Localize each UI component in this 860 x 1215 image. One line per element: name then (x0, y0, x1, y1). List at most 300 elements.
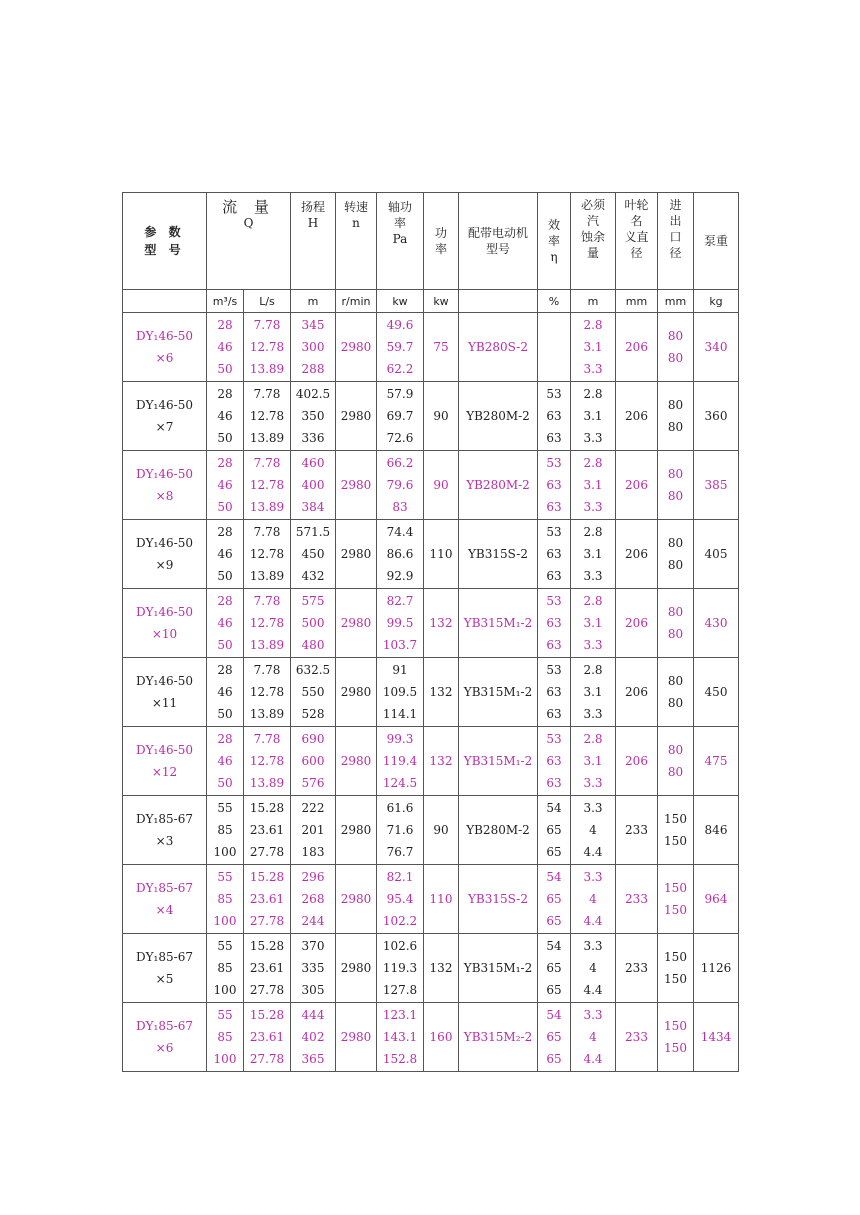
motor-cell: YB315M₁-2 (459, 658, 538, 727)
head-cell (291, 796, 336, 865)
power-header (424, 193, 459, 290)
shaft-power-cell-line: 61.6 (386, 801, 414, 815)
shaft-power-cell-line: 76.7 (386, 845, 414, 859)
speed-cell: 2980 (336, 313, 377, 382)
flow-title: 流 量 (222, 198, 275, 216)
head-cell-line: 384 (301, 500, 325, 514)
head-cell-line: 305 (301, 983, 325, 997)
outlet-cell (658, 934, 694, 1003)
impeller-cell: 206 (616, 520, 658, 589)
npsh-cell-line: 3.1 (583, 409, 603, 423)
model-cell-line: ×3 (155, 834, 174, 848)
shaft-power-cell-line: 69.7 (386, 409, 414, 423)
outlet-cell-line: 80 (667, 536, 684, 550)
npsh-cell-line: 3.3 (583, 431, 603, 445)
model-cell-line: ×11 (151, 696, 178, 710)
table-row (123, 382, 739, 451)
impeller-header (616, 193, 658, 290)
outlet-cell-line: 80 (667, 558, 684, 572)
flow-m3-cell-line: 46 (217, 340, 233, 354)
outlet-cell-line: 150 (664, 972, 687, 986)
shaft-l1: 轴功 (387, 200, 412, 214)
model-cell (123, 313, 207, 382)
flow-m3-cell (207, 727, 244, 796)
unit-outlet: mm (658, 290, 694, 313)
outlet-cell (658, 1003, 694, 1072)
motor-cell: YB280M-2 (459, 382, 538, 451)
flow-m3-cell-line: 28 (217, 732, 233, 746)
npsh-cell-line: 3.3 (583, 1008, 603, 1022)
outlet-cell-line: 80 (667, 329, 684, 343)
unit-flow-m3: m³/s (207, 290, 244, 313)
flow-ls-cell-line: 15.28 (249, 1008, 285, 1022)
npsh-cell (571, 451, 616, 520)
impeller-cell: 206 (616, 313, 658, 382)
npsh-header (571, 193, 616, 290)
flow-ls-cell-line: 7.78 (253, 318, 281, 332)
power-cell: 110 (424, 520, 459, 589)
flow-ls-cell-line: 15.28 (249, 870, 285, 884)
weight-cell: 1434 (694, 1003, 739, 1072)
flow-m3-cell-line: 85 (217, 823, 233, 837)
shaft-power-cell-line: 119.3 (382, 961, 418, 975)
outlet-cell (658, 796, 694, 865)
model-cell-line: DY₁85-67 (136, 1019, 193, 1033)
flow-m3-cell-line: 46 (217, 616, 233, 630)
model-cell-line: DY₁46-50 (136, 605, 193, 619)
efficiency-cell-line: 53 (546, 387, 562, 401)
head-cell (291, 382, 336, 451)
efficiency-cell-line: 63 (546, 685, 562, 699)
model-cell-line: DY₁85-67 (136, 881, 193, 895)
weight-cell: 846 (694, 796, 739, 865)
npsh-cell-line: 2.8 (583, 456, 603, 470)
shaft-power-cell-line: 102.2 (382, 914, 418, 928)
npsh-l3: 蚀余 (580, 230, 605, 244)
flow-ls-cell-line: 12.78 (249, 409, 285, 423)
flow-ls-cell (244, 451, 291, 520)
outlet-cell-line: 80 (667, 605, 684, 619)
imp-l2: 名 (630, 214, 643, 228)
shaft-power-cell (377, 451, 424, 520)
head-cell-line: 201 (301, 823, 325, 837)
shaft-power-cell (377, 589, 424, 658)
impeller-cell: 233 (616, 1003, 658, 1072)
model-cell (123, 520, 207, 589)
flow-m3-cell (207, 1003, 244, 1072)
efficiency-cell-line: 63 (546, 638, 562, 652)
speed-title: 转速 (343, 200, 368, 214)
table-row (123, 1003, 739, 1072)
model-cell (123, 451, 207, 520)
eff-l1: 效 (547, 218, 560, 232)
efficiency-cell-line: 54 (546, 870, 562, 884)
efficiency-cell (538, 313, 571, 382)
impeller-cell: 206 (616, 727, 658, 796)
outlet-cell-line: 150 (664, 1019, 687, 1033)
flow-ls-cell-line: 7.78 (253, 732, 281, 746)
efficiency-cell (538, 589, 571, 658)
flow-m3-cell (207, 589, 244, 658)
efficiency-cell-line: 63 (546, 478, 562, 492)
efficiency-cell-line: 63 (546, 569, 562, 583)
efficiency-cell-line: 53 (546, 456, 562, 470)
power-cell: 132 (424, 934, 459, 1003)
speed-cell: 2980 (336, 451, 377, 520)
shaft-power-cell (377, 382, 424, 451)
units-blank (123, 290, 207, 313)
unit-head: m (291, 290, 336, 313)
efficiency-cell (538, 727, 571, 796)
model-cell-line: DY₁46-50 (136, 398, 193, 412)
flow-ls-cell (244, 658, 291, 727)
npsh-cell-line: 3.3 (583, 939, 603, 953)
shaft-power-cell-line: 119.4 (382, 754, 418, 768)
corner-bottom-label: 型 号 (144, 243, 185, 257)
motor-cell: YB280S-2 (459, 313, 538, 382)
flow-ls-cell (244, 520, 291, 589)
npsh-cell-line: 2.8 (583, 525, 603, 539)
npsh-cell (571, 934, 616, 1003)
outlet-l3: 口 (669, 230, 682, 244)
weight-header: 泵重 (694, 193, 739, 290)
npsh-cell-line: 3.3 (583, 801, 603, 815)
flow-m3-cell-line: 100 (213, 983, 237, 997)
model-cell-line: ×6 (155, 351, 174, 365)
model-cell-line: ×8 (155, 489, 174, 503)
outlet-cell-line: 150 (664, 834, 687, 848)
head-cell-line: 400 (301, 478, 325, 492)
shaft-power-cell-line: 91 (392, 663, 408, 677)
outlet-cell (658, 727, 694, 796)
flow-ls-cell-line: 15.28 (249, 801, 285, 815)
head-cell-line: 571.5 (295, 525, 331, 539)
weight-cell: 405 (694, 520, 739, 589)
head-cell-line: 460 (301, 456, 325, 470)
flow-ls-cell (244, 727, 291, 796)
efficiency-cell-line: 53 (546, 663, 562, 677)
speed-cell: 2980 (336, 796, 377, 865)
npsh-cell (571, 520, 616, 589)
shaft-power-cell-line: 114.1 (382, 707, 418, 721)
model-cell (123, 865, 207, 934)
flow-ls-cell-line: 13.89 (249, 707, 285, 721)
power-l1: 功 (434, 226, 447, 240)
model-cell-line: DY₁46-50 (136, 329, 193, 343)
npsh-cell-line: 2.8 (583, 732, 603, 746)
flow-ls-cell-line: 7.78 (253, 663, 281, 677)
power-cell: 90 (424, 382, 459, 451)
npsh-cell-line: 3.1 (583, 685, 603, 699)
efficiency-cell-line: 54 (546, 939, 562, 953)
shaft-power-cell (377, 520, 424, 589)
outlet-cell-line: 80 (667, 489, 684, 503)
flow-m3-cell (207, 865, 244, 934)
efficiency-cell (538, 865, 571, 934)
unit-speed: r/min (336, 290, 377, 313)
weight-cell: 475 (694, 727, 739, 796)
flow-m3-cell-line: 50 (217, 362, 233, 376)
head-cell-line: 365 (301, 1052, 325, 1066)
model-cell-line: ×10 (151, 627, 178, 641)
motor-l1: 配带电动机 (467, 226, 528, 240)
speed-cell: 2980 (336, 727, 377, 796)
table-row (123, 520, 739, 589)
flow-m3-cell-line: 50 (217, 638, 233, 652)
flow-ls-cell-line: 15.28 (249, 939, 285, 953)
npsh-cell-line: 3.1 (583, 754, 603, 768)
flow-ls-cell (244, 382, 291, 451)
shaft-power-cell-line: 109.5 (382, 685, 418, 699)
flow-ls-cell-line: 12.78 (249, 616, 285, 630)
speed-cell: 2980 (336, 382, 377, 451)
motor-cell: YB315S-2 (459, 520, 538, 589)
shaft-power-cell-line: 49.6 (386, 318, 414, 332)
flow-m3-cell-line: 50 (217, 776, 233, 790)
outlet-cell-line: 80 (667, 627, 684, 641)
shaft-power-cell-line: 92.9 (386, 569, 414, 583)
model-cell-line: ×4 (155, 903, 174, 917)
flow-header (207, 193, 291, 290)
model-cell (123, 589, 207, 658)
power-cell: 75 (424, 313, 459, 382)
efficiency-cell (538, 451, 571, 520)
head-cell-line: 402 (301, 1030, 325, 1044)
flow-ls-cell-line: 23.61 (249, 1030, 285, 1044)
flow-ls-cell (244, 865, 291, 934)
flow-m3-cell (207, 313, 244, 382)
npsh-cell-line: 4 (589, 1030, 597, 1044)
outlet-cell-line: 150 (664, 812, 687, 826)
flow-m3-cell-line: 55 (217, 939, 233, 953)
impeller-cell: 206 (616, 589, 658, 658)
flow-m3-cell-line: 46 (217, 478, 233, 492)
flow-m3-cell-line: 85 (217, 892, 233, 906)
head-cell-line: 268 (301, 892, 325, 906)
efficiency-cell-line: 63 (546, 547, 562, 561)
npsh-cell (571, 727, 616, 796)
outlet-header (658, 193, 694, 290)
efficiency-cell-line: 63 (546, 409, 562, 423)
header-row (123, 193, 739, 290)
npsh-cell (571, 865, 616, 934)
unit-weight: kg (694, 290, 739, 313)
efficiency-cell (538, 934, 571, 1003)
outlet-cell-line: 150 (664, 950, 687, 964)
outlet-cell (658, 658, 694, 727)
npsh-cell-line: 4.4 (583, 845, 603, 859)
eff-l3: η (550, 250, 558, 264)
head-cell (291, 589, 336, 658)
flow-m3-cell (207, 382, 244, 451)
table-row (123, 727, 739, 796)
efficiency-cell (538, 520, 571, 589)
imp-l4: 径 (630, 246, 643, 260)
flow-ls-cell-line: 13.89 (249, 362, 285, 376)
npsh-cell-line: 2.8 (583, 663, 603, 677)
flow-ls-cell-line: 27.78 (249, 914, 285, 928)
flow-ls-cell (244, 313, 291, 382)
motor-cell: YB315M₁-2 (459, 727, 538, 796)
weight-cell: 360 (694, 382, 739, 451)
flow-ls-cell-line: 13.89 (249, 569, 285, 583)
flow-m3-cell-line: 28 (217, 456, 233, 470)
head-cell (291, 934, 336, 1003)
corner-cell (123, 193, 207, 290)
efficiency-header (538, 193, 571, 290)
weight-cell: 430 (694, 589, 739, 658)
power-cell: 132 (424, 727, 459, 796)
model-cell-line: DY₁46-50 (136, 743, 193, 757)
head-cell-line: 690 (301, 732, 325, 746)
npsh-cell (571, 658, 616, 727)
head-cell-line: 576 (301, 776, 325, 790)
outlet-cell-line: 80 (667, 743, 684, 757)
shaft-power-cell-line: 102.6 (382, 939, 418, 953)
shaft-power-cell-line: 72.6 (386, 431, 414, 445)
flow-m3-cell (207, 658, 244, 727)
impeller-cell: 206 (616, 382, 658, 451)
unit-power: kw (424, 290, 459, 313)
speed-cell: 2980 (336, 934, 377, 1003)
shaft-l3: Pa (392, 232, 408, 246)
flow-ls-cell-line: 23.61 (249, 892, 285, 906)
shaft-power-cell-line: 74.4 (386, 525, 414, 539)
eff-l2: 率 (547, 234, 560, 248)
flow-ls-cell-line: 12.78 (249, 685, 285, 699)
flow-ls-cell-line: 7.78 (253, 594, 281, 608)
head-cell-line: 370 (301, 939, 325, 953)
flow-m3-cell-line: 46 (217, 409, 233, 423)
unit-eff: % (538, 290, 571, 313)
efficiency-cell-line: 65 (546, 983, 562, 997)
efficiency-cell-line: 63 (546, 707, 562, 721)
flow-ls-cell-line: 12.78 (249, 754, 285, 768)
power-cell: 160 (424, 1003, 459, 1072)
npsh-cell-line: 3.1 (583, 340, 603, 354)
speed-cell: 2980 (336, 865, 377, 934)
model-cell-line: ×5 (155, 972, 174, 986)
flow-m3-cell-line: 50 (217, 707, 233, 721)
table-row (123, 313, 739, 382)
shaft-power-cell-line: 57.9 (386, 387, 414, 401)
head-cell-line: 244 (301, 914, 325, 928)
head-cell (291, 520, 336, 589)
weight-cell: 340 (694, 313, 739, 382)
impeller-cell: 233 (616, 796, 658, 865)
shaft-power-header (377, 193, 424, 290)
flow-m3-cell-line: 28 (217, 318, 233, 332)
efficiency-cell-line: 63 (546, 431, 562, 445)
speed-symbol: n (352, 216, 360, 230)
head-cell-line: 300 (301, 340, 325, 354)
model-cell-line: ×7 (155, 420, 174, 434)
efficiency-cell-line: 65 (546, 961, 562, 975)
model-cell (123, 1003, 207, 1072)
outlet-l4: 径 (669, 246, 682, 260)
outlet-cell (658, 865, 694, 934)
shaft-power-cell-line: 71.6 (386, 823, 414, 837)
flow-m3-cell-line: 100 (213, 845, 237, 859)
unit-motor-blank (459, 290, 538, 313)
efficiency-cell (538, 382, 571, 451)
motor-cell: YB280M-2 (459, 796, 538, 865)
shaft-power-cell (377, 658, 424, 727)
head-cell (291, 451, 336, 520)
npsh-cell (571, 796, 616, 865)
head-cell-line: 600 (301, 754, 325, 768)
speed-cell: 2980 (336, 658, 377, 727)
flow-ls-cell-line: 7.78 (253, 387, 281, 401)
shaft-power-cell (377, 796, 424, 865)
flow-ls-cell-line: 13.89 (249, 776, 285, 790)
head-cell-line: 500 (301, 616, 325, 630)
model-cell-line: ×12 (151, 765, 178, 779)
efficiency-cell-line: 53 (546, 732, 562, 746)
head-cell-line: 432 (301, 569, 325, 583)
model-cell (123, 796, 207, 865)
flow-ls-cell-line: 13.89 (249, 431, 285, 445)
shaft-power-cell-line: 123.1 (382, 1008, 418, 1022)
npsh-cell-line: 3.1 (583, 478, 603, 492)
npsh-cell-line: 2.8 (583, 594, 603, 608)
flow-m3-cell-line: 55 (217, 1008, 233, 1022)
flow-ls-cell (244, 934, 291, 1003)
outlet-cell (658, 451, 694, 520)
flow-ls-cell-line: 27.78 (249, 983, 285, 997)
motor-header (459, 193, 538, 290)
table-row (123, 589, 739, 658)
power-cell: 132 (424, 589, 459, 658)
shaft-power-cell-line: 82.1 (386, 870, 414, 884)
power-cell: 90 (424, 451, 459, 520)
impeller-cell: 233 (616, 934, 658, 1003)
shaft-power-cell-line: 152.8 (382, 1052, 418, 1066)
flow-m3-cell-line: 50 (217, 431, 233, 445)
npsh-cell-line: 4.4 (583, 983, 603, 997)
shaft-power-cell-line: 143.1 (382, 1030, 418, 1044)
efficiency-cell-line: 65 (546, 845, 562, 859)
flow-m3-cell (207, 796, 244, 865)
outlet-cell (658, 520, 694, 589)
outlet-cell-line: 80 (667, 765, 684, 779)
weight-cell: 964 (694, 865, 739, 934)
shaft-power-cell-line: 86.6 (386, 547, 414, 561)
head-cell-line: 450 (301, 547, 325, 561)
outlet-cell-line: 80 (667, 467, 684, 481)
model-cell-line: ×9 (155, 558, 174, 572)
flow-m3-cell (207, 934, 244, 1003)
head-cell-line: 444 (301, 1008, 325, 1022)
npsh-cell-line: 3.3 (583, 500, 603, 514)
flow-symbol: Q (243, 216, 254, 230)
flow-m3-cell (207, 520, 244, 589)
outlet-cell-line: 150 (664, 903, 687, 917)
flow-ls-cell (244, 1003, 291, 1072)
npsh-cell-line: 3.3 (583, 638, 603, 652)
head-cell-line: 550 (301, 685, 325, 699)
speed-header (336, 193, 377, 290)
head-cell-line: 296 (301, 870, 325, 884)
table-row (123, 865, 739, 934)
npsh-l4: 量 (586, 246, 599, 260)
flow-ls-cell-line: 27.78 (249, 1052, 285, 1066)
efficiency-cell-line: 65 (546, 1030, 562, 1044)
impeller-cell: 206 (616, 451, 658, 520)
flow-ls-cell-line: 12.78 (249, 478, 285, 492)
head-cell-line: 402.5 (295, 387, 331, 401)
shaft-power-cell-line: 62.2 (386, 362, 414, 376)
